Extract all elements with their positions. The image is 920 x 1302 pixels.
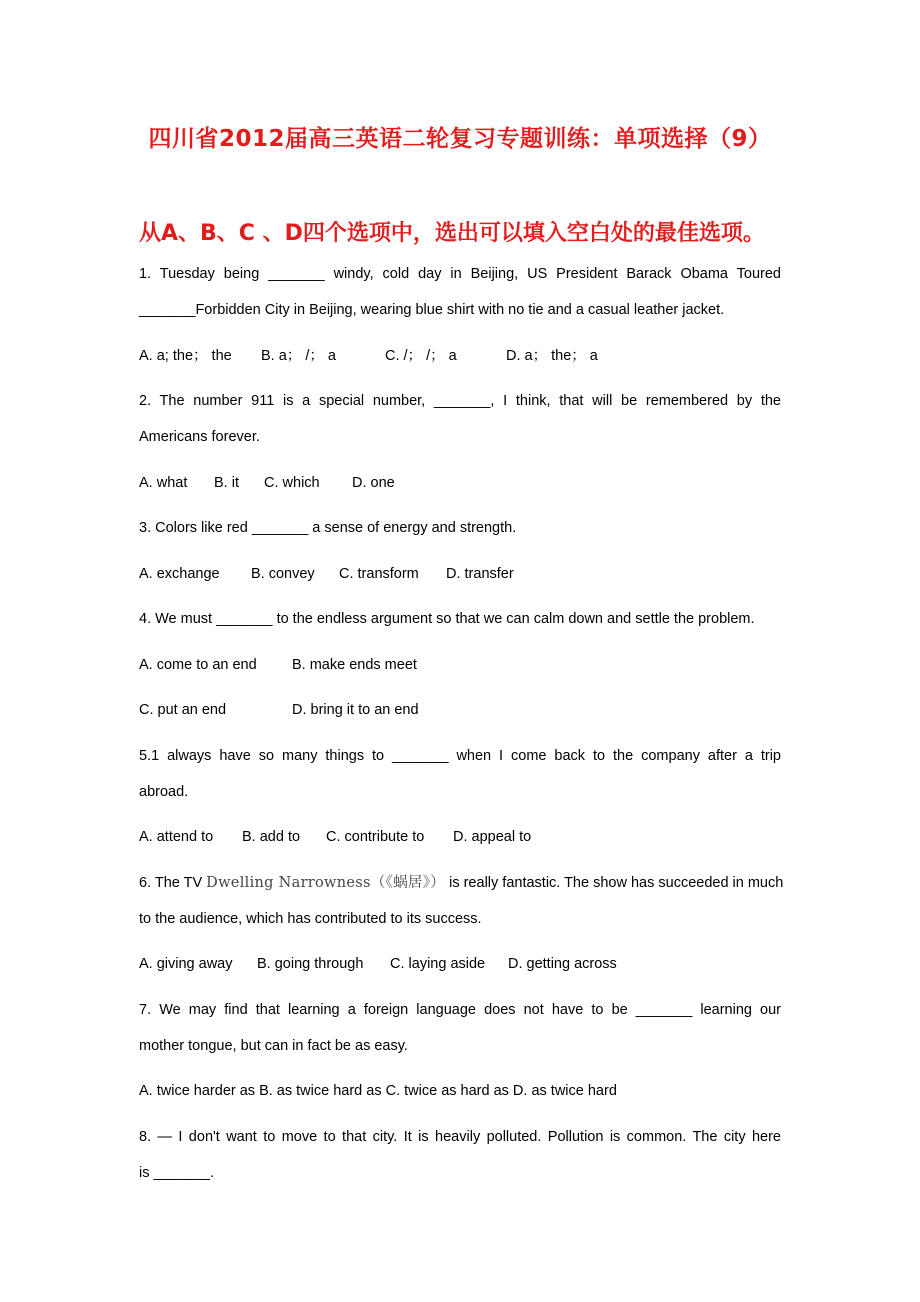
question-7-line-1: 7. We may find that learning a foreign language does not have to be _______ learning our bbox=[139, 1002, 781, 1018]
option-b: B. it bbox=[214, 475, 239, 491]
question-1-options bbox=[139, 347, 781, 365]
question-3-line-1: 3. Colors like red _______ a sense of energy and strength. bbox=[139, 520, 517, 536]
question-6-options bbox=[139, 955, 781, 973]
question-6-line-1 bbox=[139, 874, 789, 892]
option-a: A. a; the； the bbox=[139, 348, 232, 364]
option-c: C. /； /； a bbox=[385, 348, 457, 364]
question-3-options bbox=[139, 565, 781, 583]
question-7-options: A. twice harder as B. as twice hard as C. twice as hard as D. as twice hard bbox=[139, 1083, 617, 1099]
question-2-options bbox=[139, 474, 781, 492]
option-c: C. transform bbox=[339, 566, 419, 582]
page-title: 四川省2012届高三英语二轮复习专题训练：单项选择（9） bbox=[148, 126, 772, 152]
option-c: C. laying aside bbox=[390, 956, 486, 972]
question-4-options-row-1 bbox=[139, 656, 781, 674]
question-2-line-1: 2. The number 911 is a special number, _______, I think, that will be remembered by the bbox=[139, 393, 781, 409]
question-1-line-2: _______Forbidden City in Beijing, wearing blue shirt with no tie and a casual leather jacket. bbox=[139, 302, 725, 318]
option-d: D. transfer bbox=[446, 566, 514, 582]
question-6-suffix: is really fantastic. The show has succeeded in much bbox=[445, 875, 784, 891]
option-b: B. add to bbox=[242, 829, 301, 845]
question-5-line-2: abroad. bbox=[139, 784, 189, 800]
option-d: D. one bbox=[352, 475, 395, 491]
question-5-options bbox=[139, 828, 781, 846]
option-b: B. going through bbox=[257, 956, 364, 972]
instruction-text: 从A、B、C 、D四个选项中，选出可以填入空白处的最佳选项。 bbox=[139, 221, 765, 246]
option-a: A. what bbox=[139, 475, 188, 491]
option-b: B. make ends meet bbox=[292, 657, 417, 673]
option-d: D. a； the； a bbox=[506, 348, 598, 364]
question-6-prefix: 6. The TV bbox=[139, 875, 207, 891]
option-b: B. a； /； a bbox=[261, 348, 336, 364]
option-d: D. appeal to bbox=[453, 829, 532, 845]
question-8-line-2: is _______. bbox=[139, 1165, 214, 1181]
question-6-line-2: to the audience, which has contributed to its success. bbox=[139, 911, 482, 927]
option-c: C. contribute to bbox=[326, 829, 425, 845]
option-c: C. which bbox=[264, 475, 320, 491]
option-d: D. getting across bbox=[508, 956, 617, 972]
question-2-line-2: Americans forever. bbox=[139, 429, 260, 445]
question-4-line-1: 4. We must _______ to the endless argument so that we can calm down and settle the problem. bbox=[139, 611, 755, 627]
option-a: A. giving away bbox=[139, 956, 233, 972]
option-a: A. attend to bbox=[139, 829, 214, 845]
question-8-line-1: 8. — I don't want to move to that city. It is heavily polluted. Pollution is common. The city here bbox=[139, 1129, 781, 1145]
option-a: A. exchange bbox=[139, 566, 220, 582]
show-title: Dwelling Narrowness（《蜗居》） bbox=[206, 875, 446, 891]
question-4-options-row-2 bbox=[139, 701, 781, 719]
option-c: C. put an end bbox=[139, 702, 227, 718]
option-b: B. convey bbox=[251, 566, 315, 582]
question-1-line-1: 1. Tuesday being _______ windy, cold day in Beijing, US President Barack Obama Toured bbox=[139, 266, 781, 282]
question-7-line-2: mother tongue, but can in fact be as easy. bbox=[139, 1038, 408, 1054]
question-5-line-1: 5.1 always have so many things to _______ when I come back to the company after a trip bbox=[139, 748, 781, 764]
option-a: A. come to an end bbox=[139, 657, 257, 673]
option-d: D. bring it to an end bbox=[292, 702, 419, 718]
